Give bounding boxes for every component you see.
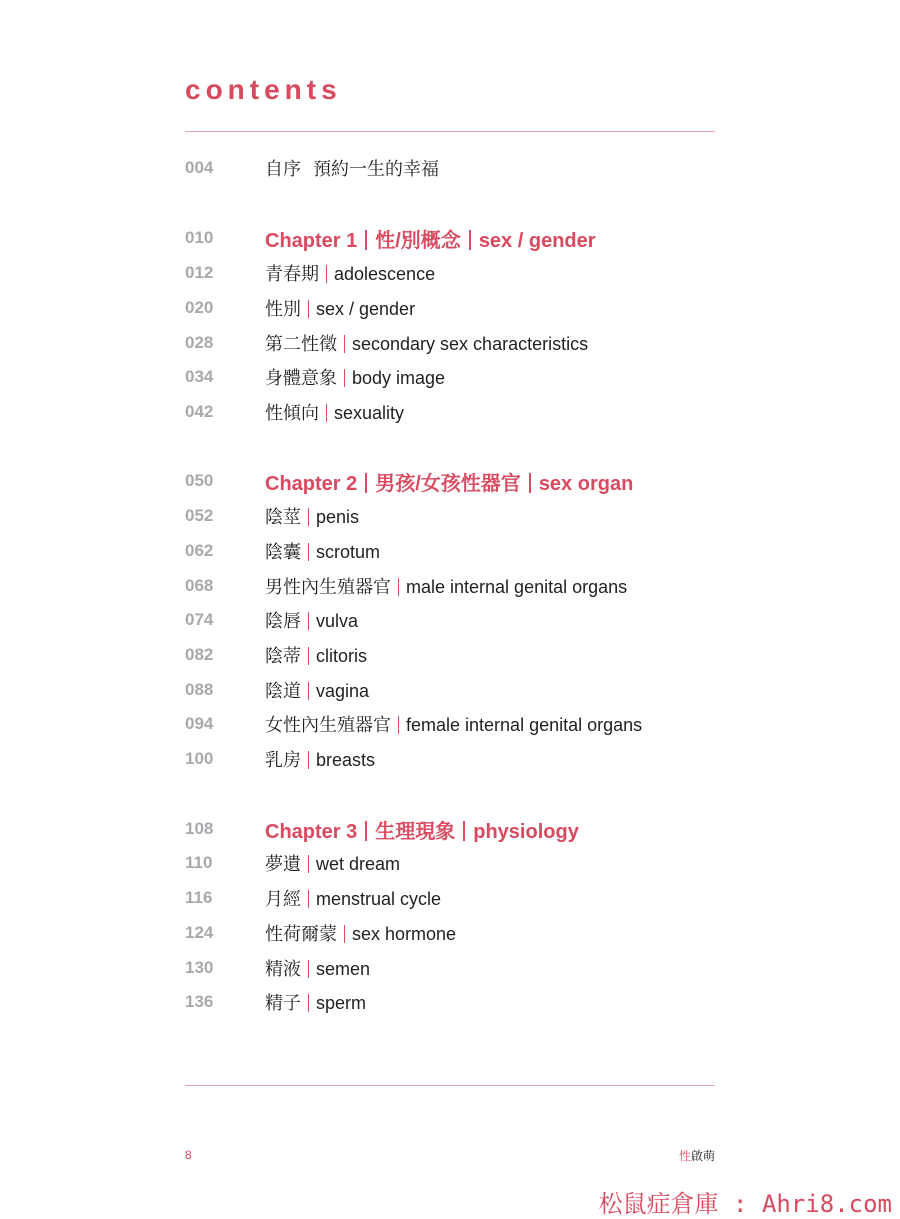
chapter-en: sex / gender [478, 229, 596, 252]
page-number: 088 [185, 680, 214, 699]
separator [398, 716, 399, 734]
chapter-zh: 生理現象 [375, 820, 456, 843]
page-number: 110 [185, 853, 213, 872]
toc-item[interactable] [185, 328, 588, 358]
page-number: 042 [185, 402, 214, 421]
page-number: 050 [185, 471, 214, 490]
item-en: wet dream [316, 854, 401, 874]
page-number: 010 [185, 228, 214, 247]
toc-item[interactable] [185, 883, 441, 913]
item-zh: 男性內生殖器官 [265, 577, 391, 597]
toc-item[interactable] [185, 848, 400, 878]
item-en: sperm [316, 993, 367, 1013]
page-number: 020 [185, 298, 214, 317]
separator [344, 369, 345, 387]
separator [308, 960, 309, 978]
item-en: body image [352, 368, 446, 388]
item-zh: 月經 [265, 889, 301, 909]
item-zh: 青春期 [265, 264, 319, 284]
page-number: 004 [185, 158, 214, 177]
toc-item[interactable] [185, 536, 380, 566]
page-number: 108 [185, 819, 214, 838]
item-en: sexuality [334, 403, 405, 423]
chapter-label: Chapter 3 [265, 820, 358, 843]
watermark: 松鼠症倉庫 : Ahri8.com [598, 1190, 892, 1218]
separator [365, 230, 367, 250]
top-rule [185, 131, 715, 132]
chapter-zh: 男孩/女孩性器官 [375, 472, 521, 495]
chapter-heading [265, 224, 596, 253]
item-en: secondary sex characteristics [352, 334, 589, 354]
item-zh: 精液 [265, 959, 301, 979]
book-title-rest: 啟萌 [690, 1149, 715, 1163]
toc-item[interactable] [185, 640, 367, 670]
separator [463, 821, 465, 841]
separator [308, 300, 309, 318]
separator [308, 508, 309, 526]
page-number: 100 [185, 749, 214, 768]
item-en: female internal genital organs [406, 715, 643, 735]
separator [529, 473, 531, 493]
item-en: breasts [316, 750, 376, 770]
item-zh: 夢遺 [265, 854, 301, 874]
item-zh: 陰道 [265, 681, 301, 701]
preface-text [265, 155, 439, 181]
toc-item[interactable] [185, 953, 370, 983]
toc-item[interactable] [185, 709, 642, 739]
item-en: sex / gender [316, 299, 416, 319]
item-zh: 精子 [265, 993, 301, 1013]
item-zh: 女性內生殖器官 [265, 715, 391, 735]
item-en: male internal genital organs [406, 577, 628, 597]
separator [308, 612, 309, 630]
preface-row[interactable] [185, 153, 439, 183]
separator [326, 404, 327, 422]
item-en: adolescence [334, 264, 436, 284]
item-en: penis [316, 507, 360, 527]
page-number: 028 [185, 333, 214, 352]
toc-item[interactable] [185, 362, 445, 392]
toc-item[interactable] [185, 501, 359, 531]
page-number: 062 [185, 541, 214, 560]
page-number: 094 [185, 714, 214, 733]
item-zh: 陰唇 [265, 611, 301, 631]
separator [326, 265, 327, 283]
preface-title: 預約一生的幸福 [313, 159, 439, 179]
chapter-zh: 性/別概念 [375, 229, 461, 252]
page-number: 130 [185, 958, 214, 977]
toc-item[interactable] [185, 918, 456, 948]
separator [365, 473, 367, 493]
separator [469, 230, 471, 250]
item-zh: 陰囊 [265, 542, 301, 562]
separator [398, 578, 399, 596]
page-number: 082 [185, 645, 214, 664]
item-zh: 陰蒂 [265, 646, 301, 666]
toc-item[interactable] [185, 258, 435, 288]
item-zh: 性傾向 [265, 403, 319, 423]
page-number: 116 [185, 888, 213, 907]
chapter-row-1[interactable] [185, 223, 596, 253]
item-zh: 第二性徵 [265, 334, 337, 354]
bottom-rule [185, 1085, 715, 1086]
chapter-en: physiology [473, 820, 579, 843]
page-number: 136 [185, 992, 214, 1011]
footer-page-number: 8 [185, 1148, 192, 1162]
chapter-label: Chapter 1 [265, 229, 358, 252]
contents-title: contents [185, 74, 342, 105]
separator [308, 855, 309, 873]
item-zh: 身體意象 [265, 368, 337, 388]
page-number: 074 [185, 610, 214, 629]
preface-label: 自序 [265, 159, 301, 179]
item-zh: 乳房 [265, 750, 301, 770]
chapter-heading [265, 815, 579, 844]
separator [365, 821, 367, 841]
toc-item[interactable] [185, 397, 404, 427]
toc-item[interactable] [185, 293, 415, 323]
chapter-row-3[interactable] [185, 814, 579, 844]
toc-item[interactable] [185, 744, 375, 774]
separator [308, 543, 309, 561]
separator [308, 751, 309, 769]
toc-item[interactable] [185, 605, 358, 635]
separator [344, 335, 345, 353]
chapter-heading [265, 467, 633, 496]
separator [308, 682, 309, 700]
item-en: semen [316, 959, 371, 979]
separator [308, 890, 309, 908]
toc-item[interactable] [185, 571, 627, 601]
item-zh: 性荷爾蒙 [265, 924, 337, 944]
item-zh: 性別 [265, 299, 301, 319]
item-en: menstrual cycle [316, 889, 442, 909]
page-number: 034 [185, 367, 214, 386]
chapter-row-2[interactable] [185, 466, 633, 496]
item-en: vagina [316, 681, 370, 701]
footer-book-title [679, 1147, 715, 1164]
separator [308, 647, 309, 665]
chapter-en: sex organ [538, 472, 634, 495]
page-number: 124 [185, 923, 214, 942]
page-number: 052 [185, 506, 214, 525]
item-zh: 陰莖 [265, 507, 301, 527]
book-title-accent: 性 [678, 1149, 691, 1163]
toc-item[interactable] [185, 675, 369, 705]
item-en: vulva [316, 611, 359, 631]
chapter-label: Chapter 2 [265, 472, 358, 495]
toc-item[interactable] [185, 987, 366, 1017]
page-number: 068 [185, 576, 214, 595]
separator [344, 925, 345, 943]
item-en: clitoris [316, 646, 368, 666]
page-number: 012 [185, 263, 214, 282]
separator [308, 994, 309, 1012]
item-en: scrotum [316, 542, 381, 562]
item-en: sex hormone [352, 924, 457, 944]
